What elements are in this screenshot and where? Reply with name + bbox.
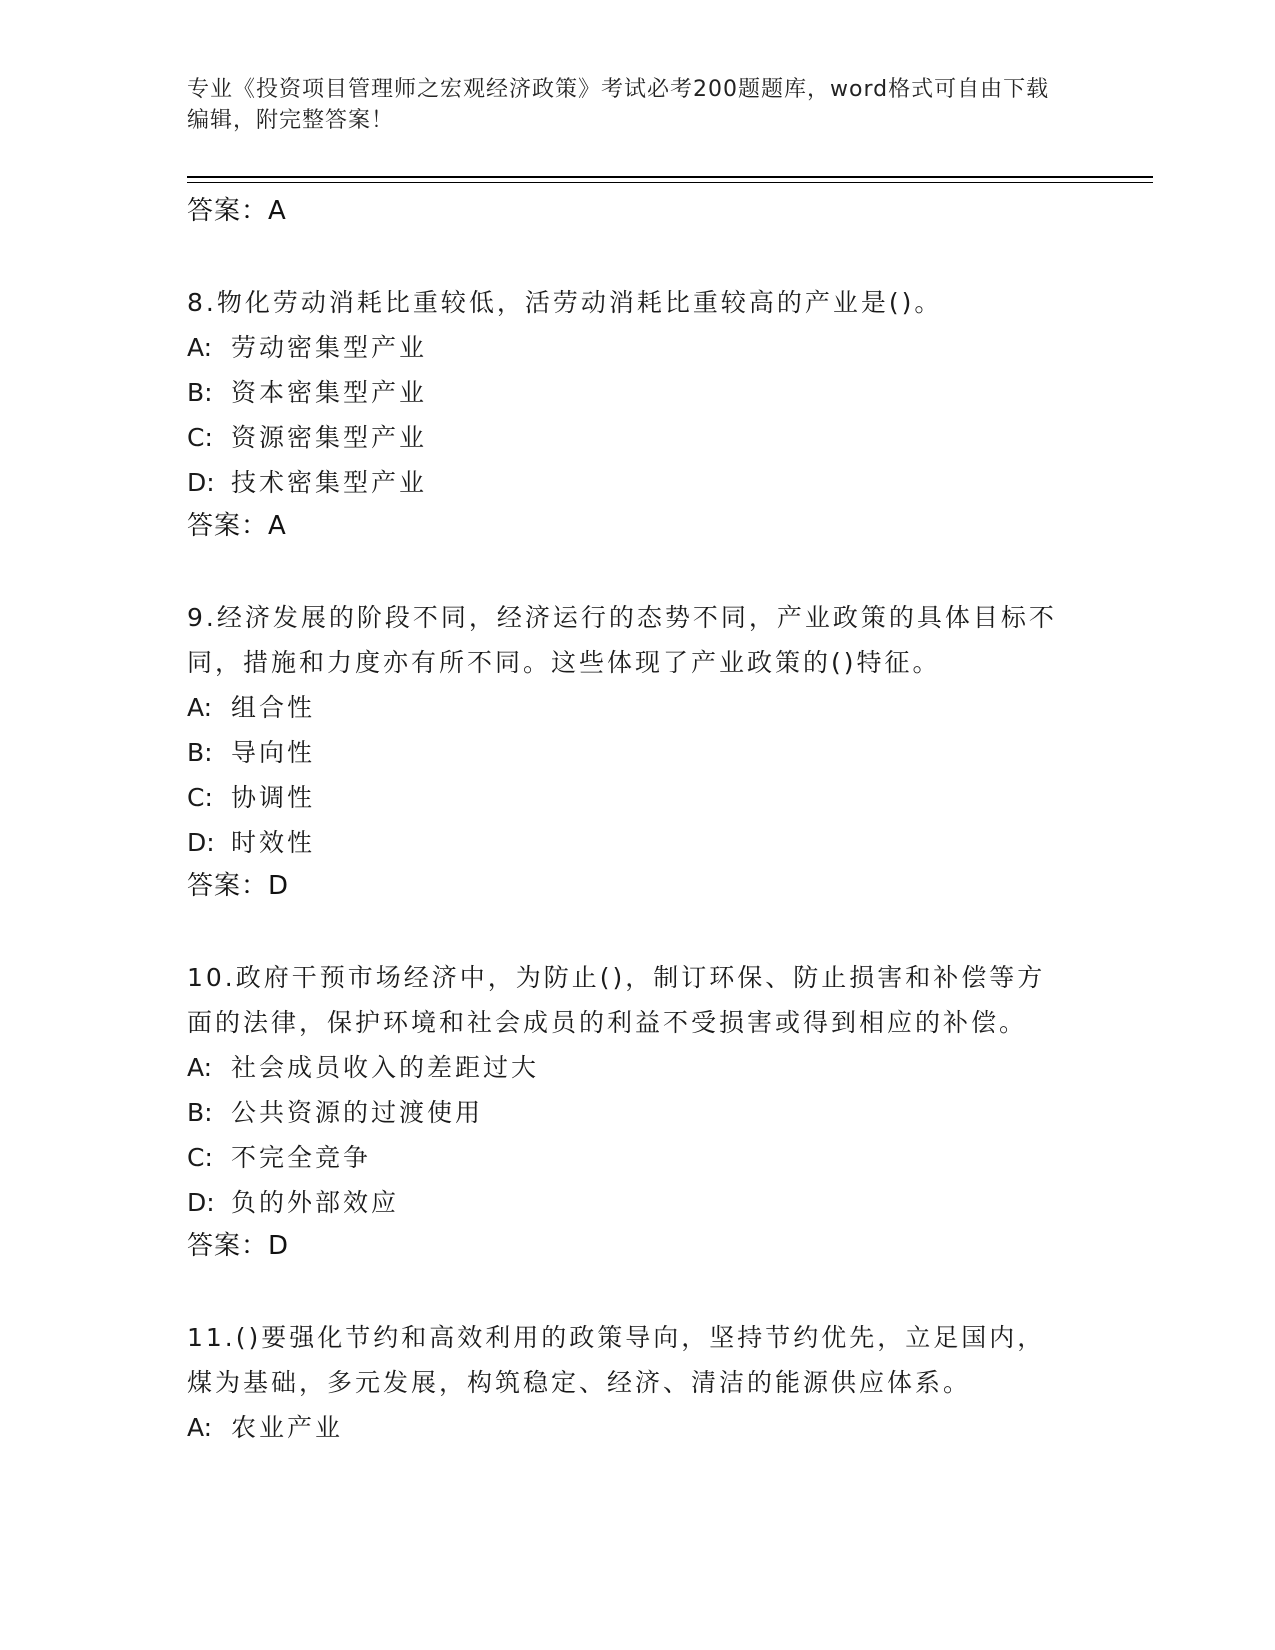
option-text: 社会成员收入的差距过大 [231, 1053, 540, 1082]
question-text: 9.经济发展的阶段不同，经济运行的态势不同，产业政策的具体目标不同，措施和力度亦有所不同。这些体现了产业政策的()特征。 [187, 603, 1057, 677]
option-letter: A: [187, 333, 213, 362]
option-text: 时效性 [231, 828, 316, 857]
option-text: 农业产业 [231, 1413, 344, 1442]
option-c [187, 1135, 1087, 1180]
spacer [187, 1270, 1087, 1315]
question-block [187, 955, 1087, 1270]
header-rule-thick [187, 176, 1153, 178]
page-header: 专业《投资项目管理师之宏观经济政策》考试必考200题题库，word格式可自由下载编辑，附完整答案！ [187, 77, 1050, 133]
option-letter: B: [187, 1098, 213, 1127]
question-block [187, 1315, 1087, 1450]
option-b [187, 370, 1087, 415]
option-d [187, 1180, 1087, 1225]
option-a [187, 685, 1087, 730]
option-d [187, 460, 1087, 505]
option-letter: A: [187, 1413, 213, 1442]
header-rule-thin [187, 182, 1153, 183]
document-body [187, 190, 1087, 1450]
option-text: 技术密集型产业 [231, 468, 428, 497]
question-text: 11.()要强化节约和高效利用的政策导向，坚持节约优先，立足国内，煤为基础，多元发展，构筑稳定、经济、清洁的能源供应体系。 [187, 1323, 1046, 1397]
option-letter: B: [187, 378, 213, 407]
option-text: 资源密集型产业 [231, 423, 428, 452]
question-block [187, 280, 1087, 550]
option-text: 公共资源的过渡使用 [231, 1098, 484, 1127]
answer-line: 答案：A [187, 511, 287, 541]
answer-line: 答案：D [187, 1231, 290, 1261]
option-text: 负的外部效应 [231, 1188, 400, 1217]
option-letter: A: [187, 1053, 213, 1082]
option-letter: D: [187, 828, 215, 857]
answer-line: 答案：A [187, 196, 287, 226]
option-b [187, 730, 1087, 775]
option-letter: C: [187, 783, 213, 812]
spacer [187, 235, 1087, 280]
option-d [187, 820, 1087, 865]
answer-line: 答案：D [187, 871, 290, 901]
spacer [187, 910, 1087, 955]
option-text: 导向性 [231, 738, 316, 767]
option-text: 不完全竞争 [231, 1143, 372, 1172]
option-text: 劳动密集型产业 [231, 333, 428, 362]
option-text: 组合性 [231, 693, 316, 722]
question-text: 8.物化劳动消耗比重较低，活劳动消耗比重较高的产业是()。 [187, 288, 943, 317]
option-b [187, 1090, 1087, 1135]
option-c [187, 415, 1087, 460]
option-c [187, 775, 1087, 820]
option-letter: D: [187, 468, 215, 497]
option-letter: B: [187, 738, 213, 767]
option-a [187, 1405, 1087, 1450]
question-text: 10.政府干预市场经济中，为防止()，制订环保、防止损害和补偿等方面的法律，保护环境和社会成员的利益不受损害或得到相应的补偿。 [187, 963, 1046, 1037]
spacer [187, 550, 1087, 595]
question-block [187, 595, 1087, 910]
option-letter: D: [187, 1188, 215, 1217]
option-a [187, 1045, 1087, 1090]
option-a [187, 325, 1087, 370]
option-letter: C: [187, 1143, 213, 1172]
option-letter: A: [187, 693, 213, 722]
option-text: 资本密集型产业 [231, 378, 428, 407]
option-text: 协调性 [231, 783, 316, 812]
option-letter: C: [187, 423, 213, 452]
